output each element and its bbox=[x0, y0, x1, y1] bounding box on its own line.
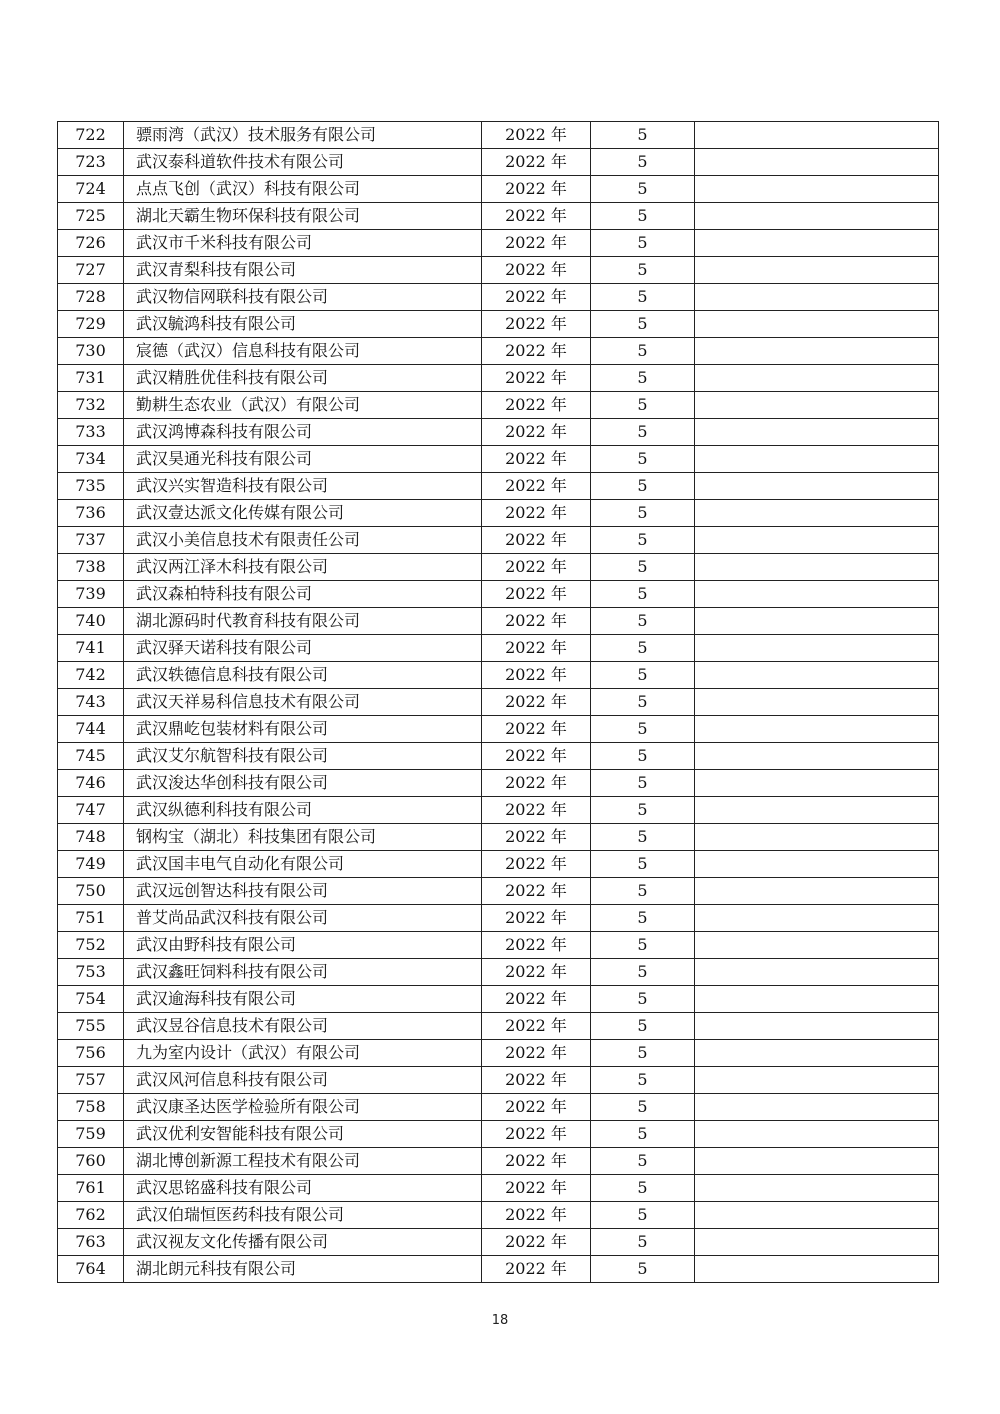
value-cell: 5 bbox=[591, 851, 695, 878]
table-row bbox=[58, 1013, 939, 1040]
year-cell: 2022 年 bbox=[482, 689, 591, 716]
company-name: 湖北博创新源工程技术有限公司 bbox=[124, 1148, 482, 1175]
note-cell bbox=[695, 1013, 939, 1040]
value-cell: 5 bbox=[591, 230, 695, 257]
value-cell: 5 bbox=[591, 392, 695, 419]
row-number: 764 bbox=[58, 1256, 124, 1283]
year-cell: 2022 年 bbox=[482, 1256, 591, 1283]
year-cell: 2022 年 bbox=[482, 1040, 591, 1067]
table-row bbox=[58, 149, 939, 176]
value-cell: 5 bbox=[591, 1229, 695, 1256]
page-number: 18 bbox=[491, 1313, 509, 1328]
year-cell: 2022 年 bbox=[482, 716, 591, 743]
note-cell bbox=[695, 608, 939, 635]
note-cell bbox=[695, 851, 939, 878]
note-cell bbox=[695, 635, 939, 662]
year-cell: 2022 年 bbox=[482, 446, 591, 473]
table-row bbox=[58, 473, 939, 500]
note-cell bbox=[695, 311, 939, 338]
value-cell: 5 bbox=[591, 608, 695, 635]
value-cell: 5 bbox=[591, 986, 695, 1013]
table-row bbox=[58, 365, 939, 392]
note-cell bbox=[695, 689, 939, 716]
company-name: 武汉视友文化传播有限公司 bbox=[124, 1229, 482, 1256]
note-cell bbox=[695, 392, 939, 419]
year-cell: 2022 年 bbox=[482, 797, 591, 824]
company-name: 武汉青梨科技有限公司 bbox=[124, 257, 482, 284]
note-cell bbox=[695, 338, 939, 365]
company-name: 骠雨湾（武汉）技术服务有限公司 bbox=[124, 122, 482, 149]
row-number: 741 bbox=[58, 635, 124, 662]
year-cell: 2022 年 bbox=[482, 554, 591, 581]
note-cell bbox=[695, 149, 939, 176]
value-cell: 5 bbox=[591, 365, 695, 392]
value-cell: 5 bbox=[591, 1202, 695, 1229]
year-cell: 2022 年 bbox=[482, 635, 591, 662]
note-cell bbox=[695, 257, 939, 284]
row-number: 745 bbox=[58, 743, 124, 770]
year-cell: 2022 年 bbox=[482, 932, 591, 959]
value-cell: 5 bbox=[591, 257, 695, 284]
company-name: 武汉艾尔航智科技有限公司 bbox=[124, 743, 482, 770]
table-row bbox=[58, 797, 939, 824]
note-cell bbox=[695, 176, 939, 203]
table-row bbox=[58, 1229, 939, 1256]
row-number: 724 bbox=[58, 176, 124, 203]
table-row bbox=[58, 608, 939, 635]
year-cell: 2022 年 bbox=[482, 527, 591, 554]
value-cell: 5 bbox=[591, 689, 695, 716]
table-row bbox=[58, 1202, 939, 1229]
year-cell: 2022 年 bbox=[482, 230, 591, 257]
row-number: 726 bbox=[58, 230, 124, 257]
year-cell: 2022 年 bbox=[482, 257, 591, 284]
row-number: 760 bbox=[58, 1148, 124, 1175]
year-cell: 2022 年 bbox=[482, 122, 591, 149]
note-cell bbox=[695, 959, 939, 986]
table-row bbox=[58, 1067, 939, 1094]
value-cell: 5 bbox=[591, 1094, 695, 1121]
note-cell bbox=[695, 770, 939, 797]
value-cell: 5 bbox=[591, 176, 695, 203]
value-cell: 5 bbox=[591, 959, 695, 986]
value-cell: 5 bbox=[591, 149, 695, 176]
row-number: 755 bbox=[58, 1013, 124, 1040]
company-name: 九为室内设计（武汉）有限公司 bbox=[124, 1040, 482, 1067]
year-cell: 2022 年 bbox=[482, 1229, 591, 1256]
company-name: 武汉泰科道软件技术有限公司 bbox=[124, 149, 482, 176]
company-name: 宸德（武汉）信息科技有限公司 bbox=[124, 338, 482, 365]
table-row bbox=[58, 716, 939, 743]
row-number: 738 bbox=[58, 554, 124, 581]
value-cell: 5 bbox=[591, 635, 695, 662]
company-name: 武汉国丰电气自动化有限公司 bbox=[124, 851, 482, 878]
note-cell bbox=[695, 500, 939, 527]
company-name: 武汉市千米科技有限公司 bbox=[124, 230, 482, 257]
table-row bbox=[58, 1121, 939, 1148]
note-cell bbox=[695, 1067, 939, 1094]
company-name: 勤耕生态农业（武汉）有限公司 bbox=[124, 392, 482, 419]
note-cell bbox=[695, 1229, 939, 1256]
company-name: 武汉纵德利科技有限公司 bbox=[124, 797, 482, 824]
note-cell bbox=[695, 446, 939, 473]
note-cell bbox=[695, 365, 939, 392]
year-cell: 2022 年 bbox=[482, 311, 591, 338]
company-name: 武汉物信网联科技有限公司 bbox=[124, 284, 482, 311]
company-name: 武汉兴实智造科技有限公司 bbox=[124, 473, 482, 500]
year-cell: 2022 年 bbox=[482, 419, 591, 446]
company-name: 武汉鸿博森科技有限公司 bbox=[124, 419, 482, 446]
row-number: 744 bbox=[58, 716, 124, 743]
row-number: 723 bbox=[58, 149, 124, 176]
table-row bbox=[58, 932, 939, 959]
row-number: 749 bbox=[58, 851, 124, 878]
note-cell bbox=[695, 878, 939, 905]
value-cell: 5 bbox=[591, 1148, 695, 1175]
year-cell: 2022 年 bbox=[482, 824, 591, 851]
row-number: 727 bbox=[58, 257, 124, 284]
row-number: 739 bbox=[58, 581, 124, 608]
row-number: 748 bbox=[58, 824, 124, 851]
company-name: 武汉康圣达医学检验所有限公司 bbox=[124, 1094, 482, 1121]
note-cell bbox=[695, 284, 939, 311]
row-number: 732 bbox=[58, 392, 124, 419]
note-cell bbox=[695, 743, 939, 770]
row-number: 752 bbox=[58, 932, 124, 959]
table-row bbox=[58, 257, 939, 284]
company-name: 湖北天霸生物环保科技有限公司 bbox=[124, 203, 482, 230]
year-cell: 2022 年 bbox=[482, 176, 591, 203]
row-number: 761 bbox=[58, 1175, 124, 1202]
value-cell: 5 bbox=[591, 446, 695, 473]
value-cell: 5 bbox=[591, 878, 695, 905]
company-name: 武汉森柏特科技有限公司 bbox=[124, 581, 482, 608]
year-cell: 2022 年 bbox=[482, 284, 591, 311]
row-number: 757 bbox=[58, 1067, 124, 1094]
note-cell bbox=[695, 662, 939, 689]
company-name: 武汉昊通光科技有限公司 bbox=[124, 446, 482, 473]
note-cell bbox=[695, 1148, 939, 1175]
year-cell: 2022 年 bbox=[482, 1094, 591, 1121]
company-name: 武汉昱谷信息技术有限公司 bbox=[124, 1013, 482, 1040]
year-cell: 2022 年 bbox=[482, 1148, 591, 1175]
year-cell: 2022 年 bbox=[482, 662, 591, 689]
year-cell: 2022 年 bbox=[482, 986, 591, 1013]
table-row bbox=[58, 662, 939, 689]
row-number: 753 bbox=[58, 959, 124, 986]
table-row bbox=[58, 1040, 939, 1067]
row-number: 762 bbox=[58, 1202, 124, 1229]
table-row bbox=[58, 419, 939, 446]
company-table bbox=[57, 121, 939, 1283]
row-number: 759 bbox=[58, 1121, 124, 1148]
year-cell: 2022 年 bbox=[482, 149, 591, 176]
company-name: 武汉由野科技有限公司 bbox=[124, 932, 482, 959]
row-number: 747 bbox=[58, 797, 124, 824]
note-cell bbox=[695, 122, 939, 149]
company-name: 普艾尚品武汉科技有限公司 bbox=[124, 905, 482, 932]
note-cell bbox=[695, 230, 939, 257]
company-name: 武汉鑫旺饲料科技有限公司 bbox=[124, 959, 482, 986]
year-cell: 2022 年 bbox=[482, 770, 591, 797]
table-row bbox=[58, 851, 939, 878]
company-name: 武汉两江泽木科技有限公司 bbox=[124, 554, 482, 581]
year-cell: 2022 年 bbox=[482, 905, 591, 932]
company-name: 武汉风河信息科技有限公司 bbox=[124, 1067, 482, 1094]
table-row bbox=[58, 581, 939, 608]
row-number: 742 bbox=[58, 662, 124, 689]
value-cell: 5 bbox=[591, 338, 695, 365]
note-cell bbox=[695, 581, 939, 608]
table-row bbox=[58, 959, 939, 986]
value-cell: 5 bbox=[591, 473, 695, 500]
company-name: 武汉轶德信息科技有限公司 bbox=[124, 662, 482, 689]
row-number: 737 bbox=[58, 527, 124, 554]
year-cell: 2022 年 bbox=[482, 365, 591, 392]
year-cell: 2022 年 bbox=[482, 878, 591, 905]
row-number: 740 bbox=[58, 608, 124, 635]
table-row bbox=[58, 1148, 939, 1175]
note-cell bbox=[695, 797, 939, 824]
table-row bbox=[58, 284, 939, 311]
value-cell: 5 bbox=[591, 824, 695, 851]
row-number: 754 bbox=[58, 986, 124, 1013]
table-row bbox=[58, 554, 939, 581]
value-cell: 5 bbox=[591, 1256, 695, 1283]
company-name: 武汉壹达派文化传媒有限公司 bbox=[124, 500, 482, 527]
note-cell bbox=[695, 986, 939, 1013]
row-number: 746 bbox=[58, 770, 124, 797]
year-cell: 2022 年 bbox=[482, 1121, 591, 1148]
note-cell bbox=[695, 527, 939, 554]
value-cell: 5 bbox=[591, 743, 695, 770]
note-cell bbox=[695, 1121, 939, 1148]
value-cell: 5 bbox=[591, 1067, 695, 1094]
note-cell bbox=[695, 932, 939, 959]
table-row bbox=[58, 392, 939, 419]
year-cell: 2022 年 bbox=[482, 1202, 591, 1229]
table-row bbox=[58, 527, 939, 554]
table-row bbox=[58, 986, 939, 1013]
value-cell: 5 bbox=[591, 527, 695, 554]
note-cell bbox=[695, 203, 939, 230]
table-row bbox=[58, 905, 939, 932]
table-body bbox=[58, 122, 939, 1283]
row-number: 730 bbox=[58, 338, 124, 365]
row-number: 736 bbox=[58, 500, 124, 527]
table-row bbox=[58, 500, 939, 527]
note-cell bbox=[695, 1256, 939, 1283]
row-number: 758 bbox=[58, 1094, 124, 1121]
value-cell: 5 bbox=[591, 1013, 695, 1040]
year-cell: 2022 年 bbox=[482, 1175, 591, 1202]
table-row bbox=[58, 878, 939, 905]
value-cell: 5 bbox=[591, 716, 695, 743]
company-name: 武汉鼎屹包装材料有限公司 bbox=[124, 716, 482, 743]
table-row bbox=[58, 230, 939, 257]
note-cell bbox=[695, 1094, 939, 1121]
company-name: 武汉浚达华创科技有限公司 bbox=[124, 770, 482, 797]
company-name: 武汉伯瑞恒医药科技有限公司 bbox=[124, 1202, 482, 1229]
company-name: 武汉驿天诺科技有限公司 bbox=[124, 635, 482, 662]
table-row bbox=[58, 689, 939, 716]
row-number: 725 bbox=[58, 203, 124, 230]
row-number: 756 bbox=[58, 1040, 124, 1067]
company-name: 湖北朗元科技有限公司 bbox=[124, 1256, 482, 1283]
note-cell bbox=[695, 905, 939, 932]
company-name: 钢构宝（湖北）科技集团有限公司 bbox=[124, 824, 482, 851]
table-row bbox=[58, 203, 939, 230]
note-cell bbox=[695, 554, 939, 581]
company-name: 武汉优利安智能科技有限公司 bbox=[124, 1121, 482, 1148]
value-cell: 5 bbox=[591, 797, 695, 824]
value-cell: 5 bbox=[591, 203, 695, 230]
row-number: 728 bbox=[58, 284, 124, 311]
year-cell: 2022 年 bbox=[482, 473, 591, 500]
row-number: 763 bbox=[58, 1229, 124, 1256]
row-number: 735 bbox=[58, 473, 124, 500]
company-name: 武汉思铭盛科技有限公司 bbox=[124, 1175, 482, 1202]
table-row bbox=[58, 311, 939, 338]
value-cell: 5 bbox=[591, 905, 695, 932]
year-cell: 2022 年 bbox=[482, 743, 591, 770]
value-cell: 5 bbox=[591, 419, 695, 446]
table-row bbox=[58, 446, 939, 473]
year-cell: 2022 年 bbox=[482, 851, 591, 878]
year-cell: 2022 年 bbox=[482, 500, 591, 527]
row-number: 731 bbox=[58, 365, 124, 392]
company-name: 点点飞创（武汉）科技有限公司 bbox=[124, 176, 482, 203]
year-cell: 2022 年 bbox=[482, 392, 591, 419]
year-cell: 2022 年 bbox=[482, 959, 591, 986]
row-number: 751 bbox=[58, 905, 124, 932]
table-row bbox=[58, 635, 939, 662]
value-cell: 5 bbox=[591, 554, 695, 581]
note-cell bbox=[695, 716, 939, 743]
table-row bbox=[58, 1256, 939, 1283]
year-cell: 2022 年 bbox=[482, 203, 591, 230]
value-cell: 5 bbox=[591, 311, 695, 338]
year-cell: 2022 年 bbox=[482, 1067, 591, 1094]
table-row bbox=[58, 770, 939, 797]
note-cell bbox=[695, 419, 939, 446]
company-name: 武汉精胜优佳科技有限公司 bbox=[124, 365, 482, 392]
value-cell: 5 bbox=[591, 932, 695, 959]
company-name: 湖北源码时代教育科技有限公司 bbox=[124, 608, 482, 635]
value-cell: 5 bbox=[591, 122, 695, 149]
table-row bbox=[58, 1175, 939, 1202]
table-row bbox=[58, 824, 939, 851]
value-cell: 5 bbox=[591, 500, 695, 527]
value-cell: 5 bbox=[591, 770, 695, 797]
table-row bbox=[58, 743, 939, 770]
value-cell: 5 bbox=[591, 1121, 695, 1148]
note-cell bbox=[695, 1202, 939, 1229]
value-cell: 5 bbox=[591, 581, 695, 608]
table-row bbox=[58, 338, 939, 365]
company-name: 武汉毓鸿科技有限公司 bbox=[124, 311, 482, 338]
note-cell bbox=[695, 824, 939, 851]
note-cell bbox=[695, 1040, 939, 1067]
value-cell: 5 bbox=[591, 1040, 695, 1067]
table-row bbox=[58, 122, 939, 149]
year-cell: 2022 年 bbox=[482, 581, 591, 608]
company-name: 武汉逾海科技有限公司 bbox=[124, 986, 482, 1013]
year-cell: 2022 年 bbox=[482, 1013, 591, 1040]
company-name: 武汉天祥易科信息技术有限公司 bbox=[124, 689, 482, 716]
value-cell: 5 bbox=[591, 662, 695, 689]
note-cell bbox=[695, 473, 939, 500]
value-cell: 5 bbox=[591, 284, 695, 311]
table-row bbox=[58, 1094, 939, 1121]
year-cell: 2022 年 bbox=[482, 608, 591, 635]
company-name: 武汉小美信息技术有限责任公司 bbox=[124, 527, 482, 554]
company-name: 武汉远创智达科技有限公司 bbox=[124, 878, 482, 905]
row-number: 733 bbox=[58, 419, 124, 446]
year-cell: 2022 年 bbox=[482, 338, 591, 365]
row-number: 722 bbox=[58, 122, 124, 149]
row-number: 729 bbox=[58, 311, 124, 338]
value-cell: 5 bbox=[591, 1175, 695, 1202]
row-number: 734 bbox=[58, 446, 124, 473]
table-row bbox=[58, 176, 939, 203]
note-cell bbox=[695, 1175, 939, 1202]
row-number: 750 bbox=[58, 878, 124, 905]
row-number: 743 bbox=[58, 689, 124, 716]
